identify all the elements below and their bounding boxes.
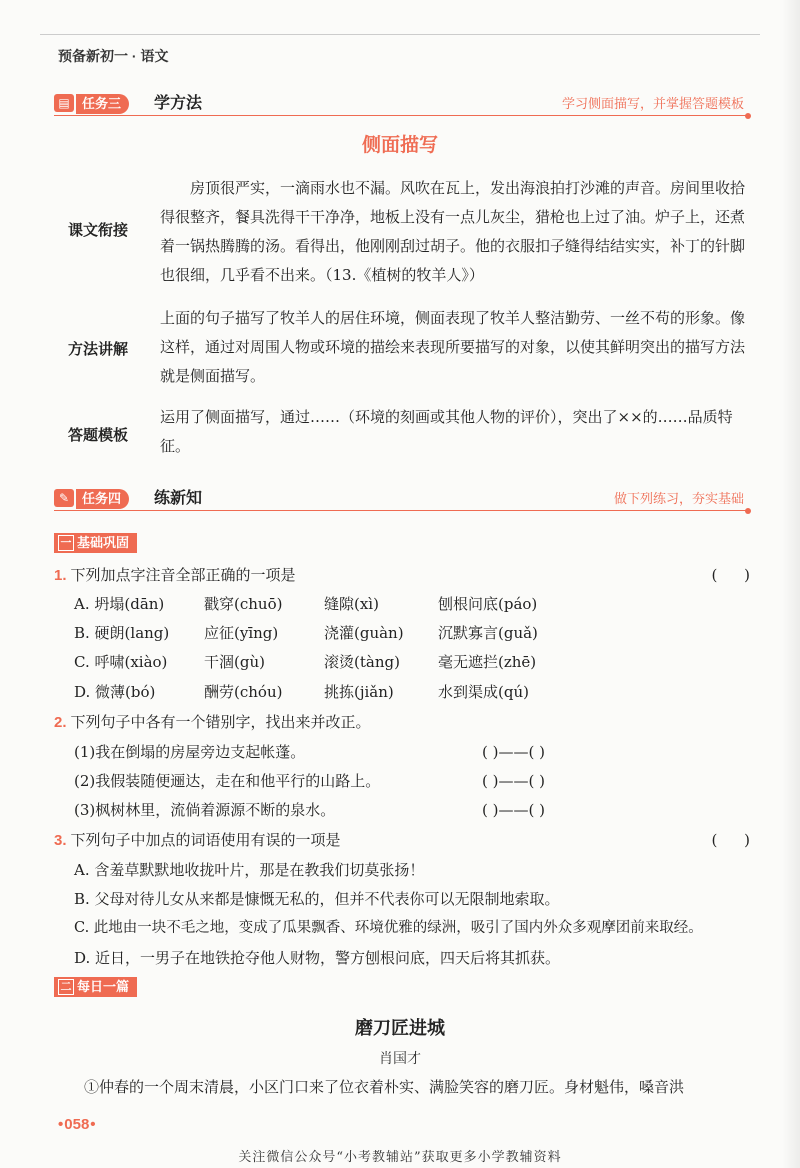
question-stem: 下列句子中各有一个错别字，找出来并改正。 xyxy=(70,713,371,731)
question-number: 2. xyxy=(54,714,67,731)
task4-title: 练新知 xyxy=(154,490,203,507)
option-cell: 干涸(gù) xyxy=(204,653,265,671)
task3-badge: 任务三 xyxy=(76,94,129,114)
option-line: A. 含羞草默默地收拢叶片，那是在教我们切莫张扬！ xyxy=(74,861,425,879)
answer-paren: ( ) xyxy=(711,566,750,584)
option-line: D. 近日，一男子在地铁抢夺他人财物，警方刨根问底，四天后将其抓获。 xyxy=(74,949,561,967)
binding-shadow xyxy=(782,0,800,1168)
option-cell: 应征(yīng) xyxy=(204,624,279,642)
block-method xyxy=(160,304,750,391)
question-number: 3. xyxy=(54,832,67,849)
sentence-row xyxy=(74,769,764,793)
top-rule xyxy=(40,34,760,35)
part2-number: 二 xyxy=(58,979,74,995)
article-title: 磨刀匠进城 xyxy=(355,1018,445,1039)
part1-tag xyxy=(54,533,137,553)
paragraph: 运用了侧面描写，通过……（环境的刻画或其他人物的评价），突出了××的……品质特征。 xyxy=(160,408,733,455)
divider-dot xyxy=(745,113,751,119)
part2-tag xyxy=(54,977,137,997)
pencil-icon: ✎ xyxy=(54,489,74,507)
task4-note: 做下列练习，夯实基础 xyxy=(613,491,744,506)
option-cell: 滚烫(tàng) xyxy=(324,653,400,671)
question-stem: 下列句子中加点的词语使用有误的一项是 xyxy=(70,831,341,849)
paragraph: 上面的句子描写了牧羊人的居住环境，侧面表现了牧羊人整洁勤劳、一丝不苟的形象。像这样，通过对周围人物或环境的描绘来表现所要描写的对象，以使其鲜明突出的描写方法就是侧面描写。 xyxy=(160,309,746,385)
article-author: 肖国才 xyxy=(379,1051,421,1067)
paragraph: 房顶很严实，一滴雨水也不漏。风吹在瓦上，发出海浪拍打沙滩的声音。房间里收拾得很整齐，餐具洗得干干净净，地板上没有一点儿灰尘，猎枪也上过了油。炉子上，还煮着一锅热腾腾的汤。看得出，他刚刚刮过胡子。他的衣服扣子缝得结结实实，补丁的针脚也很细，几乎看不出来。（13.《植树的牧羊人》） xyxy=(160,179,746,284)
answer-blanks: ( )——( ) xyxy=(482,743,545,761)
option-cell: 毫无遮拦(zhē) xyxy=(438,653,537,671)
book-icon: ▤ xyxy=(54,94,74,112)
label-template: 答题模板 xyxy=(68,427,129,444)
option-cell: 沉默寡言(guǎ) xyxy=(438,624,538,642)
answer-blanks: ( )——( ) xyxy=(482,772,545,790)
section-title: 侧面描写 xyxy=(361,135,438,156)
block-template xyxy=(160,403,750,461)
option-line: C. 此地由一块不毛之地，变成了瓜果飘香、环境优雅的绿洲，吸引了国内外众多观摩团前来取经。 xyxy=(74,920,703,936)
task4-bar xyxy=(54,487,748,513)
divider xyxy=(54,510,748,511)
footer-note: 关注微信公众号“小考教辅站”获取更多小学教辅资料 xyxy=(238,1150,562,1165)
option-cell: 挑拣(jiǎn) xyxy=(324,683,394,701)
task3-bar xyxy=(54,92,748,118)
part1-title: 基础巩固 xyxy=(77,535,130,550)
running-title: 预备新初一 · 语文 xyxy=(58,48,169,64)
article-first-line: ①仲春的一个周末清晨，小区门口来了位衣着朴实、满脸笑容的磨刀匠。身材魁伟，嗓音洪 xyxy=(84,1078,685,1096)
option-cell: 水到渠成(qú) xyxy=(438,683,529,701)
option-cell: A. 坍塌(dān) xyxy=(74,595,165,613)
divider-dot xyxy=(745,508,751,514)
option-cell: 浇灌(guàn) xyxy=(324,624,404,642)
option-line: B. 父母对待儿女从来都是慷慨无私的，但并不代表你可以无限制地索取。 xyxy=(74,890,560,908)
task3-title: 学方法 xyxy=(154,95,203,112)
part2-title: 每日一篇 xyxy=(77,979,130,994)
block-text-link xyxy=(160,174,750,290)
sentence-text: (1)我在倒塌的房屋旁边支起帐蓬。 xyxy=(74,743,306,761)
part1-number: 一 xyxy=(58,535,74,551)
answer-blanks: ( )——( ) xyxy=(482,801,545,819)
divider xyxy=(54,115,748,116)
sentence-row xyxy=(74,740,764,764)
question-stem: 下列加点字注音全部正确的一项是 xyxy=(70,566,296,584)
page-number: • 058 • xyxy=(58,1116,96,1133)
label-text-link: 课文衔接 xyxy=(68,222,129,239)
question-number: 1. xyxy=(54,567,67,584)
option-cell: D. 微薄(bó) xyxy=(74,683,156,701)
option-cell: 缝隙(xì) xyxy=(324,595,379,613)
task4-badge: 任务四 xyxy=(76,489,129,509)
sentence-text: (2)我假装随便逦达，走在和他平行的山路上。 xyxy=(74,772,381,790)
task3-note: 学习侧面描写，并掌握答题模板 xyxy=(561,96,744,111)
option-cell: C. 呼啸(xiào) xyxy=(74,653,168,671)
question-2 xyxy=(54,710,754,735)
label-method: 方法讲解 xyxy=(68,341,129,358)
answer-paren: ( ) xyxy=(711,831,750,849)
option-cell: 酬劳(chóu) xyxy=(204,683,283,701)
sentence-text: (3)枫树林里，流倘着源源不断的泉水。 xyxy=(74,801,336,819)
option-cell: 刨根问底(páo) xyxy=(438,595,538,613)
question-3 xyxy=(54,828,754,853)
question-1 xyxy=(54,563,754,588)
sentence-row xyxy=(74,798,764,822)
option-cell: 戳穿(chuō) xyxy=(204,595,283,613)
option-cell: B. 硬朗(lang) xyxy=(74,624,170,642)
